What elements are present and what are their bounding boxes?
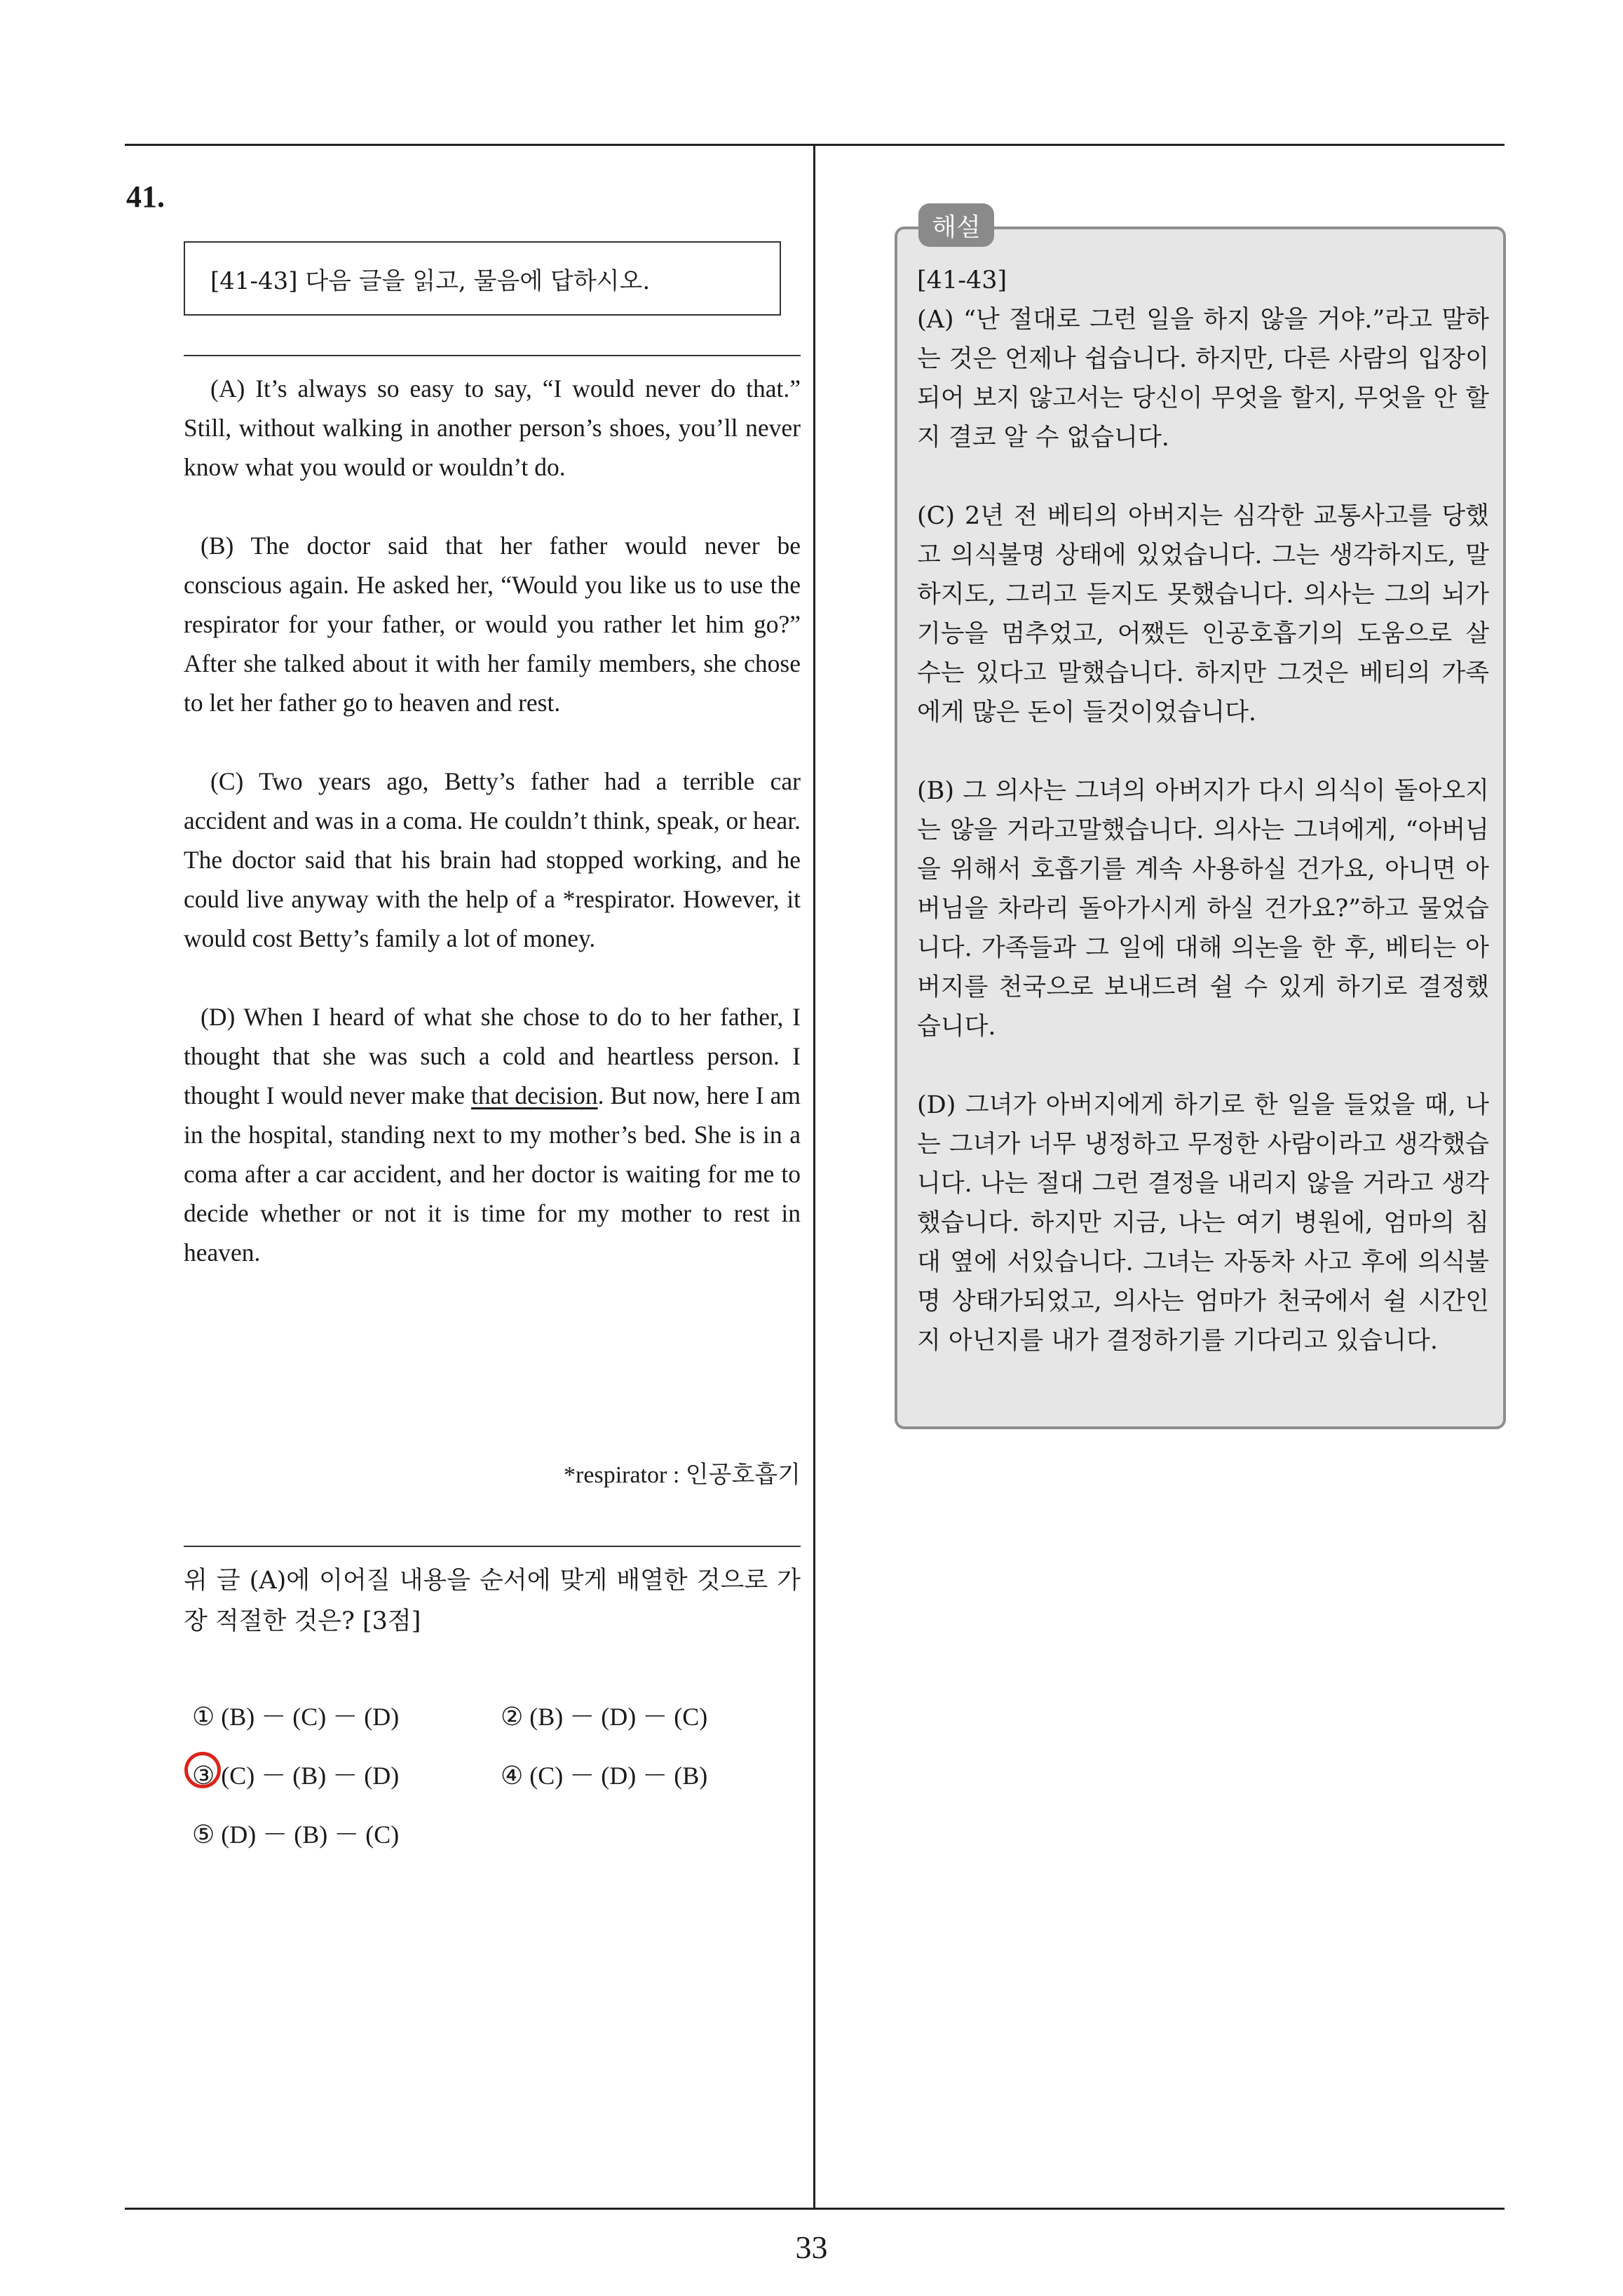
question-top-rule [184, 1546, 801, 1547]
explanation-b: (B) 그 의사는 그녀의 아버지가 다시 의식이 돌아오지는 않을 거라고말했습니다. 의사는 그녀에게, “아버님을 위해서 호흡기를 계속 사용하실 건가요, 아니면 아버님을 차라리 돌아가시게 하실 건가요?”하고 물었습니다. 가족들과 그 일에 대해 의논을 한 후, 베티는 아버지를 천국으로 보내드려 쉴 수 있게 하기로 결정했습니다. [917, 777, 1489, 1041]
paragraph-d [184, 997, 801, 1272]
paragraph-c: (C) Two years ago, Betty’s father had a terrible car accident and was in a coma. He couldn’t think, speak, or hear. The doctor said that his brain had stopped working, and he could live anyway with the help of a *respirator. However, it would cost Betty’s family a lot of money. [184, 767, 801, 952]
explanation-tag: 해설 [918, 203, 994, 247]
instruction-text: [41-43] 다음 글을 읽고, 물음에 답하시오. [210, 266, 651, 295]
explanation-text [917, 261, 1489, 1400]
paragraph-d-end: . But now, here I am in the hospital, standing next to my mother’s bed. She is in a coma after a car accident, and her doctor is waiting for me to decide whether or not it is time for my mother to rest in heaven. [184, 1081, 801, 1267]
choice-1[interactable]: ① (B) － (C) － (D) [192, 1703, 400, 1731]
explanation-range: [41-43] [917, 266, 1007, 295]
choice-4[interactable]: ④ (C) － (D) － (B) [501, 1762, 708, 1790]
underlined-phrase: that decision [471, 1081, 598, 1109]
question-number: 41. [126, 180, 165, 214]
paragraph-a: (A) It’s always so easy to say, “I would never do that.” Still, without walking in another person’s shoes, you’ll never know what you would or wouldn’t do. [184, 374, 801, 481]
choice-2[interactable]: ② (B) － (D) － (C) [501, 1703, 708, 1731]
answer-mark-circle [184, 1752, 221, 1788]
explanation-c: (C) 2년 전 베티의 아버지는 심각한 교통사고를 당했고 의식불명 상태에 있었습니다. 그는 생각하지도, 말하지도, 그리고 듣지도 못했습니다. 의사는 그의 뇌가 기능을 멈추었고, 어쨌든 인공호흡기의 도움으로 살 수는 있다고 말했습니다. 하지만 그것은 베티의 가족에게 많은 돈이 들것이었습니다. [917, 502, 1489, 727]
choice-5[interactable]: ⑤ (D) － (B) － (C) [192, 1821, 400, 1849]
passage [184, 369, 801, 1311]
column-divider [813, 144, 815, 2210]
question-text: 위 글 (A)에 이어질 내용을 순서에 맞게 배열한 것으로 가장 적절한 것은? [3점] [184, 1567, 801, 1635]
footnote: *respirator : 인공호흡기 [564, 1462, 801, 1488]
explanation-a: (A) “난 절대로 그런 일을 하지 않을 거야.”라고 말하는 것은 언제나 쉽습니다. 하지만, 다른 사람의 입장이 되어 보지 않고서는 당신이 무엇을 할지, 무엇을 안 할 지 결코 알 수 없습니다. [917, 306, 1489, 452]
choice-3[interactable]: ③ (C) － (B) － (D) [192, 1762, 400, 1790]
instruction-box [184, 241, 781, 316]
paragraph-d-start: (D) When I heard of what she chose to do to her father, I thought that she was such a cold and heartless person. I thought I would never make [184, 1003, 801, 1109]
explanation-d: (D) 그녀가 아버지에게 하기로 한 일을 들었을 때, 나는 그녀가 너무 냉정하고 무정한 사람이라고 생각했습니다. 나는 절대 그런 결정을 내리지 않을 거라고 생각했습니다. 하지만 지금, 나는 여기 병원에, 엄마의 침대 옆에 서있습니다. 그녀는 자동차 사고 후에 의식불명 상태가되었고, 의사는 엄마가 천국에서 쉴 시간인지 아닌지를 내가 결정하기를 기다리고 있습니다. [917, 1091, 1489, 1355]
passage-top-rule [184, 355, 801, 356]
page-number: 33 [795, 2229, 828, 2265]
bottom-rule [125, 2208, 1505, 2210]
paragraph-b: (B) The doctor said that her father would never be conscious again. He asked her, “Would you like us to use the respirator for your father, or would you rather let him go?” After she talked about it with her family members, she chose to let her father go to heaven and rest. [184, 532, 801, 717]
